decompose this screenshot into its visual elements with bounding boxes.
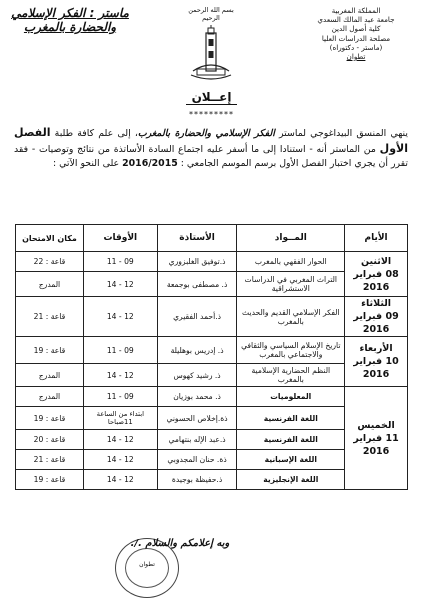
professor-cell: ذة.إخلاص الحسوني — [157, 407, 237, 430]
program-line: ماستر : الفكر الإسلامي — [11, 6, 129, 20]
professor-cell: ذة. حنان المجدوبي — [157, 450, 237, 470]
time-cell: 12 - 14 — [83, 272, 157, 297]
subject-cell: الحوار الفقهي بالمغرب — [237, 252, 345, 272]
university-logo-icon — [189, 25, 233, 83]
header-line: جامعة عبد المالك السعدي — [317, 15, 395, 25]
time-cell: 12 - 14 — [83, 364, 157, 387]
header-center — [180, 6, 242, 87]
subject-cell: الفكر الإسلامي القديم والحديث بالمغرب — [237, 297, 345, 337]
semester-name: الفصل الأول — [14, 126, 408, 155]
subject-cell: تاريخ الإسلام السياسي والثقافي والاجتماعي بالمغرب — [237, 337, 345, 364]
subject-cell: اللغة الإسبانية — [237, 450, 345, 470]
table-row — [16, 387, 408, 407]
stamp-text: تطوان — [139, 561, 155, 568]
institution-header — [297, 6, 415, 61]
stars-divider: ********* — [189, 110, 234, 119]
day-name: الخميس — [357, 419, 395, 431]
place-cell: قاعة : 21 — [16, 297, 84, 337]
day-cell — [345, 387, 408, 490]
day-date: 09 فبراير 2016 — [353, 311, 399, 335]
place-cell: المدرج — [16, 272, 84, 297]
day-name: الاثنين — [360, 255, 392, 267]
body-text-after: من الماستر أنه - استنادا إلى ما أسفر عليه اجتماع السادة الأساتذة من نتائج وتوصيات - فقد تقرر أن يجري اختبار الفصل الأول برسم الموسم الجامعي : — [14, 143, 408, 169]
subject-cell: المعلوميات — [237, 387, 345, 407]
place-cell: المدرج — [16, 387, 84, 407]
place-cell: قاعة : 19 — [16, 470, 84, 490]
table-row — [16, 252, 408, 272]
closing-line: وبه إعلامكم والسلام ./. — [130, 538, 230, 549]
day-date: 11 فبراير 2016 — [353, 432, 399, 457]
place-cell: قاعة : 21 — [16, 450, 84, 470]
announcement-title-text: إعــلان — [186, 90, 238, 105]
professor-cell: ذ. مصطفى بوجمعة — [157, 272, 237, 297]
table-header-row — [16, 225, 408, 252]
academic-year: 2016/2015 — [122, 158, 178, 169]
col-header-time: الأوقات — [83, 225, 157, 252]
program-line: والحضارة بالمغرب — [23, 20, 117, 34]
subject-cell: النظم الحضارية الإسلامية بالمغرب — [237, 364, 345, 387]
professor-cell: ذ. محمد بوزيان — [157, 387, 237, 407]
body-text-before: ينهي المنسق البيداغوجي لماستر — [279, 128, 409, 139]
day-cell — [345, 252, 408, 297]
time-cell: 12 - 14 — [83, 430, 157, 450]
day-cell — [345, 297, 408, 337]
subject-cell: التراث المغربي في الدراسات الاستشراقية — [237, 272, 345, 297]
place-cell: قاعة : 19 — [16, 407, 84, 430]
header-line: مصلحة الدراسات العليا — [321, 33, 391, 43]
day-cell — [345, 337, 408, 387]
time-cell: 12 - 14 — [83, 450, 157, 470]
time-cell: 09 - 11 — [83, 337, 157, 364]
subject-cell: اللغة الفرنسية — [237, 407, 345, 430]
day-date: 08 فبراير 2016 — [353, 268, 399, 293]
col-header-place: مكان الامتحان — [16, 225, 84, 252]
subject-cell: اللغة الإنجليزية — [237, 470, 345, 490]
place-cell: قاعة : 22 — [16, 252, 84, 272]
professor-cell: ذ.أحمد الفقيري — [157, 297, 237, 337]
col-header-subject: المــواد — [237, 225, 345, 252]
program-name: الفكر الإسلامي والحضارة بالمغرب — [137, 128, 275, 139]
professor-cell: ذ. إدريس بوهليلة — [157, 337, 237, 364]
subject-cell: اللغة الفرنسية — [237, 430, 345, 450]
professor-cell: ذ.توفيق الغلبزوري — [157, 252, 237, 272]
table-row — [16, 337, 408, 364]
professor-cell: ذ. رشيد كهوس — [157, 364, 237, 387]
place-cell: قاعة : 20 — [16, 430, 84, 450]
day-name: الثلاثاء — [361, 298, 392, 309]
place-cell: قاعة : 19 — [16, 337, 84, 364]
professor-cell: ذ.عبد الإله بنتهامي — [157, 430, 237, 450]
body-text-end: على النحو الآتي : — [52, 158, 120, 169]
announcement-title — [0, 90, 423, 104]
header-line: تطوان — [346, 52, 366, 62]
header-line: كلية أصول الدين — [331, 24, 381, 34]
time-cell: ابتداء من الساعة 11صباحا — [83, 407, 157, 430]
exam-schedule-table — [15, 224, 408, 490]
header-line: المملكة المغربية — [331, 6, 381, 15]
header-line: (ماستر - دكتوراه) — [329, 42, 383, 52]
announcement-body — [14, 126, 408, 172]
col-header-professor: الأستاذة — [157, 225, 237, 252]
time-cell: 12 - 14 — [83, 297, 157, 337]
time-cell: 09 - 11 — [83, 387, 157, 407]
col-header-day: الأيام — [345, 225, 408, 252]
time-cell: 12 - 14 — [83, 470, 157, 490]
stamp-inner-ring — [125, 548, 169, 588]
body-text-mid: ، إلى علم كافة طلبة — [54, 128, 138, 139]
day-name: الأربعاء — [359, 343, 393, 354]
time-cell: 09 - 11 — [83, 252, 157, 272]
table-row — [16, 297, 408, 337]
professor-cell: ذ.حفيظة بوجيدة — [157, 470, 237, 490]
master-program-title — [10, 6, 130, 34]
day-date: 10 فبراير 2016 — [353, 356, 399, 380]
basmala: بسم الله الرحمن الرحيم — [188, 6, 234, 22]
place-cell: المدرج — [16, 364, 84, 387]
